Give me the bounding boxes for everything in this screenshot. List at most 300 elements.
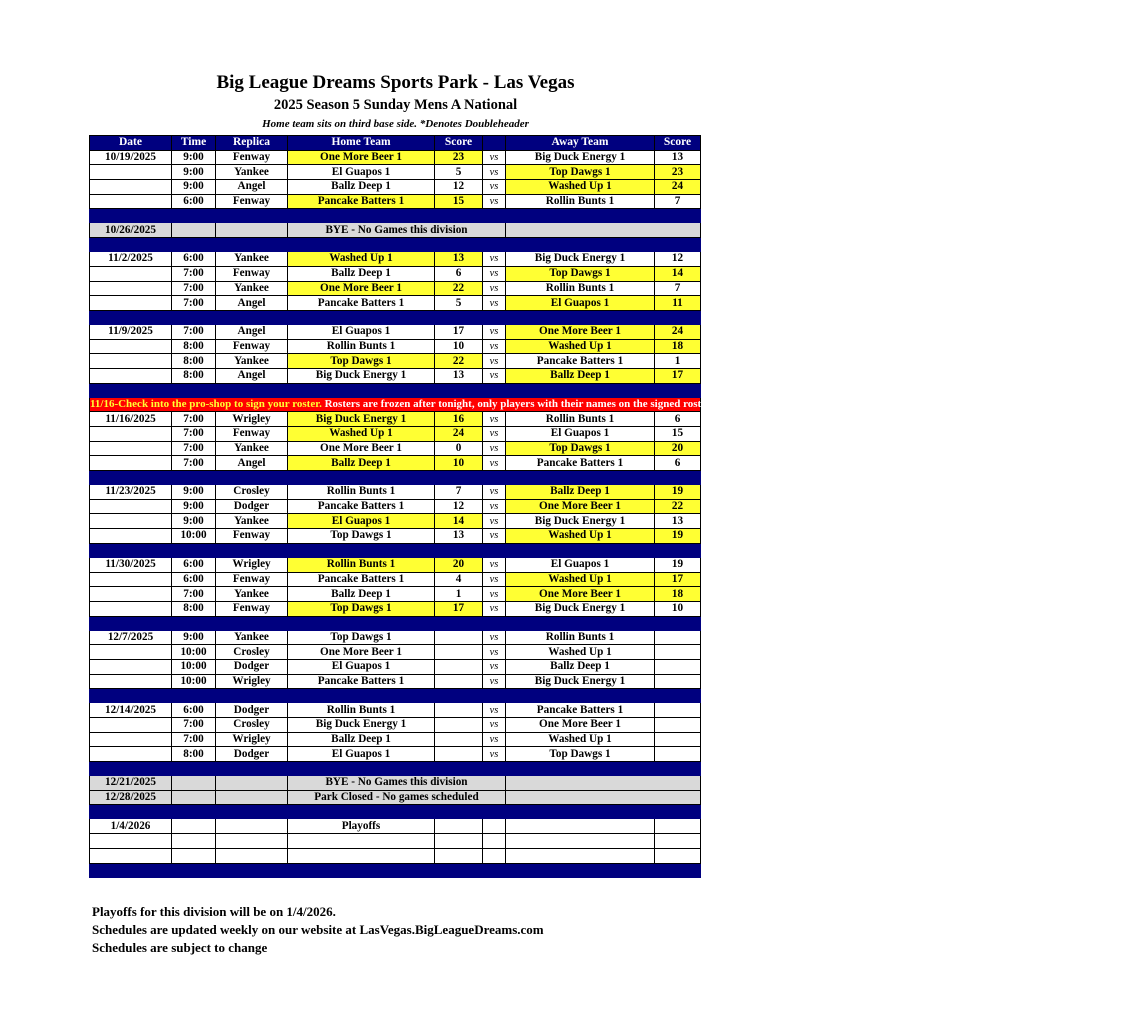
home-score-cell: 15 — [435, 194, 483, 209]
time-cell: 7:00 — [172, 441, 216, 456]
separator-cell — [172, 689, 216, 703]
game-row — [90, 572, 701, 587]
home-score-cell: 13 — [435, 252, 483, 267]
week-separator — [90, 863, 701, 877]
game-row — [90, 659, 701, 674]
separator-cell — [90, 805, 172, 819]
home-score-cell — [435, 718, 483, 733]
separator-cell — [288, 238, 435, 252]
bye-row — [90, 223, 701, 238]
away-score-cell: 12 — [655, 252, 701, 267]
empty-cell — [216, 223, 288, 238]
column-header-away-score: Score — [655, 136, 701, 151]
date-cell — [90, 354, 172, 369]
home-score-cell — [435, 630, 483, 645]
time-cell: 7:00 — [172, 718, 216, 733]
empty-cell — [506, 223, 701, 238]
replica-field-cell: Yankee — [216, 281, 288, 296]
home-team-cell: El Guapos 1 — [288, 514, 435, 529]
away-team-cell: Washed Up 1 — [506, 645, 655, 660]
replica-field-cell: Fenway — [216, 150, 288, 165]
week-separator — [90, 238, 701, 252]
replica-field-cell: Angel — [216, 180, 288, 195]
away-team-cell: Washed Up 1 — [506, 572, 655, 587]
home-score-cell: 20 — [435, 557, 483, 572]
bye-text-cell: BYE - No Games this division — [288, 223, 506, 238]
schedule-note: Home team sits on third base side. *Denotes Doubleheader — [262, 118, 529, 130]
home-team-cell: Pancake Batters 1 — [288, 674, 435, 689]
replica-field-cell: Yankee — [216, 587, 288, 602]
separator-cell — [435, 209, 483, 223]
separator-cell — [483, 543, 506, 557]
home-score-cell: 6 — [435, 266, 483, 281]
separator-cell — [655, 209, 701, 223]
column-header-home-team: Home Team — [288, 136, 435, 151]
date-cell — [90, 834, 172, 849]
separator-cell — [216, 863, 288, 877]
home-team-cell: Ballz Deep 1 — [288, 456, 435, 471]
time-cell: 7:00 — [172, 456, 216, 471]
separator-cell — [216, 310, 288, 324]
replica-field-cell: Dodger — [216, 703, 288, 718]
separator-cell — [483, 209, 506, 223]
separator-cell — [435, 471, 483, 485]
vs-cell: vs — [483, 150, 506, 165]
away-team-cell — [506, 834, 655, 849]
week-separator — [90, 616, 701, 630]
replica-field-cell: Dodger — [216, 747, 288, 762]
time-cell: 10:00 — [172, 674, 216, 689]
separator-cell — [655, 238, 701, 252]
date-cell: 12/28/2025 — [90, 790, 172, 805]
date-cell — [90, 194, 172, 209]
away-team-cell: Top Dawgs 1 — [506, 165, 655, 180]
date-cell: 11/23/2025 — [90, 485, 172, 500]
separator-cell — [483, 471, 506, 485]
date-cell: 10/19/2025 — [90, 150, 172, 165]
game-row — [90, 150, 701, 165]
home-score-cell — [435, 834, 483, 849]
game-row — [90, 630, 701, 645]
away-team-cell: One More Beer 1 — [506, 324, 655, 339]
separator-cell — [288, 543, 435, 557]
bye-row — [90, 776, 701, 791]
separator-cell — [216, 383, 288, 397]
time-cell: 6:00 — [172, 557, 216, 572]
away-score-cell: 11 — [655, 296, 701, 311]
replica-field-cell: Fenway — [216, 427, 288, 442]
away-score-cell — [655, 703, 701, 718]
home-team-cell: El Guapos 1 — [288, 747, 435, 762]
empty-cell — [172, 776, 216, 791]
home-team-cell: El Guapos 1 — [288, 659, 435, 674]
away-team-cell: El Guapos 1 — [506, 557, 655, 572]
date-cell — [90, 659, 172, 674]
vs-cell: vs — [483, 601, 506, 616]
replica-field-cell: Angel — [216, 368, 288, 383]
away-team-cell: Ballz Deep 1 — [506, 485, 655, 500]
game-row — [90, 281, 701, 296]
home-score-cell: 17 — [435, 601, 483, 616]
away-team-cell: Top Dawgs 1 — [506, 266, 655, 281]
away-score-cell — [655, 645, 701, 660]
game-row — [90, 514, 701, 529]
replica-field-cell: Fenway — [216, 529, 288, 544]
time-cell: 7:00 — [172, 281, 216, 296]
replica-field-cell: Fenway — [216, 339, 288, 354]
vs-cell: vs — [483, 485, 506, 500]
time-cell: 6:00 — [172, 252, 216, 267]
game-row — [90, 601, 701, 616]
away-team-cell: Big Duck Energy 1 — [506, 601, 655, 616]
week-separator — [90, 762, 701, 776]
away-score-cell: 22 — [655, 499, 701, 514]
separator-cell — [172, 616, 216, 630]
separator-cell — [506, 689, 655, 703]
replica-field-cell: Wrigley — [216, 674, 288, 689]
replica-field-cell: Yankee — [216, 441, 288, 456]
game-row — [90, 339, 701, 354]
vs-cell: vs — [483, 296, 506, 311]
vs-cell: vs — [483, 529, 506, 544]
roster-notice-row — [90, 397, 701, 412]
replica-field-cell — [216, 834, 288, 849]
time-cell: 8:00 — [172, 601, 216, 616]
game-row — [90, 718, 701, 733]
away-team-cell: Ballz Deep 1 — [506, 368, 655, 383]
schedule-table — [89, 135, 1130, 878]
date-cell — [90, 180, 172, 195]
date-cell: 10/26/2025 — [90, 223, 172, 238]
separator-cell — [90, 383, 172, 397]
game-row — [90, 441, 701, 456]
date-cell — [90, 747, 172, 762]
time-cell: 6:00 — [172, 703, 216, 718]
separator-cell — [216, 689, 288, 703]
empty-cell — [216, 776, 288, 791]
separator-cell — [172, 383, 216, 397]
week-separator — [90, 209, 701, 223]
separator-cell — [288, 689, 435, 703]
separator-cell — [288, 471, 435, 485]
home-team-cell: Washed Up 1 — [288, 252, 435, 267]
vs-cell: vs — [483, 456, 506, 471]
home-score-cell: 4 — [435, 572, 483, 587]
separator-cell — [435, 543, 483, 557]
vs-cell: vs — [483, 703, 506, 718]
away-team-cell: Washed Up 1 — [506, 339, 655, 354]
away-score-cell: 24 — [655, 324, 701, 339]
game-row — [90, 732, 701, 747]
bye-row — [90, 790, 701, 805]
home-team-cell: Top Dawgs 1 — [288, 529, 435, 544]
bye-text-cell: BYE - No Games this division — [288, 776, 506, 791]
vs-cell: vs — [483, 514, 506, 529]
game-row — [90, 252, 701, 267]
home-team-cell: One More Beer 1 — [288, 150, 435, 165]
empty-cell — [172, 790, 216, 805]
time-cell — [172, 848, 216, 863]
home-score-cell: 22 — [435, 354, 483, 369]
time-cell: 7:00 — [172, 266, 216, 281]
replica-field-cell: Wrigley — [216, 412, 288, 427]
separator-cell — [506, 471, 655, 485]
separator-cell — [655, 689, 701, 703]
home-score-cell: 0 — [435, 441, 483, 456]
home-score-cell — [435, 848, 483, 863]
away-score-cell — [655, 630, 701, 645]
vs-cell: vs — [483, 499, 506, 514]
separator-cell — [216, 209, 288, 223]
roster-notice-lead: 11/16-Check into the pro-shop to sign your roster. — [90, 397, 322, 410]
game-row — [90, 834, 701, 849]
home-score-cell: 7 — [435, 485, 483, 500]
away-score-cell: 7 — [655, 281, 701, 296]
game-row — [90, 180, 701, 195]
separator-cell — [435, 616, 483, 630]
separator-cell — [506, 616, 655, 630]
away-score-cell: 24 — [655, 180, 701, 195]
separator-cell — [172, 310, 216, 324]
separator-cell — [288, 863, 435, 877]
home-score-cell: 13 — [435, 368, 483, 383]
home-score-cell: 13 — [435, 529, 483, 544]
away-score-cell: 7 — [655, 194, 701, 209]
away-team-cell — [506, 819, 655, 834]
time-cell — [172, 834, 216, 849]
column-header-vs — [483, 136, 506, 151]
separator-cell — [483, 383, 506, 397]
date-cell — [90, 339, 172, 354]
vs-cell: vs — [483, 557, 506, 572]
date-cell: 11/9/2025 — [90, 324, 172, 339]
separator-cell — [506, 238, 655, 252]
separator-cell — [172, 805, 216, 819]
home-team-cell: Big Duck Energy 1 — [288, 412, 435, 427]
away-team-cell: Rollin Bunts 1 — [506, 412, 655, 427]
home-team-cell: One More Beer 1 — [288, 281, 435, 296]
home-team-cell: Big Duck Energy 1 — [288, 368, 435, 383]
home-score-cell: 10 — [435, 456, 483, 471]
date-cell: 1/4/2026 — [90, 819, 172, 834]
game-row — [90, 296, 701, 311]
replica-field-cell: Crosley — [216, 485, 288, 500]
time-cell: 7:00 — [172, 296, 216, 311]
away-score-cell: 19 — [655, 485, 701, 500]
separator-cell — [483, 805, 506, 819]
away-score-cell — [655, 674, 701, 689]
replica-field-cell — [216, 819, 288, 834]
away-score-cell: 23 — [655, 165, 701, 180]
separator-cell — [483, 689, 506, 703]
date-cell: 11/16/2025 — [90, 412, 172, 427]
away-score-cell: 10 — [655, 601, 701, 616]
home-score-cell — [435, 819, 483, 834]
empty-cell — [172, 223, 216, 238]
away-score-cell: 13 — [655, 150, 701, 165]
separator-cell — [216, 762, 288, 776]
separator-cell — [506, 762, 655, 776]
time-cell: 9:00 — [172, 485, 216, 500]
time-cell: 9:00 — [172, 180, 216, 195]
replica-field-cell: Fenway — [216, 601, 288, 616]
time-cell: 8:00 — [172, 368, 216, 383]
home-score-cell: 5 — [435, 165, 483, 180]
vs-cell: vs — [483, 180, 506, 195]
home-score-cell: 5 — [435, 296, 483, 311]
date-cell — [90, 674, 172, 689]
replica-field-cell: Fenway — [216, 266, 288, 281]
away-score-cell: 14 — [655, 266, 701, 281]
vs-cell: vs — [483, 165, 506, 180]
replica-field-cell: Wrigley — [216, 557, 288, 572]
away-score-cell: 15 — [655, 427, 701, 442]
separator-cell — [90, 209, 172, 223]
separator-cell — [655, 616, 701, 630]
away-score-cell: 1 — [655, 354, 701, 369]
away-team-cell: El Guapos 1 — [506, 427, 655, 442]
date-cell — [90, 499, 172, 514]
home-team-cell: Rollin Bunts 1 — [288, 485, 435, 500]
separator-cell — [90, 238, 172, 252]
home-team-cell — [288, 848, 435, 863]
date-cell — [90, 601, 172, 616]
home-score-cell: 12 — [435, 499, 483, 514]
separator-cell — [655, 543, 701, 557]
replica-field-cell: Crosley — [216, 718, 288, 733]
home-team-cell: Ballz Deep 1 — [288, 732, 435, 747]
separator-cell — [172, 863, 216, 877]
home-team-cell: Top Dawgs 1 — [288, 630, 435, 645]
away-score-cell: 13 — [655, 514, 701, 529]
game-row — [90, 703, 701, 718]
home-score-cell: 14 — [435, 514, 483, 529]
away-team-cell: One More Beer 1 — [506, 718, 655, 733]
separator-cell — [655, 805, 701, 819]
away-team-cell: Pancake Batters 1 — [506, 456, 655, 471]
away-team-cell: Big Duck Energy 1 — [506, 150, 655, 165]
away-team-cell: Rollin Bunts 1 — [506, 281, 655, 296]
separator-cell — [172, 471, 216, 485]
date-cell: 11/2/2025 — [90, 252, 172, 267]
date-cell — [90, 572, 172, 587]
date-cell — [90, 441, 172, 456]
away-team-cell: Rollin Bunts 1 — [506, 630, 655, 645]
separator-cell — [288, 209, 435, 223]
vs-cell: vs — [483, 368, 506, 383]
vs-cell: vs — [483, 354, 506, 369]
separator-cell — [483, 863, 506, 877]
separator-cell — [506, 310, 655, 324]
separator-cell — [655, 310, 701, 324]
time-cell: 8:00 — [172, 339, 216, 354]
separator-cell — [435, 383, 483, 397]
game-row — [90, 499, 701, 514]
home-team-cell: Washed Up 1 — [288, 427, 435, 442]
game-row — [90, 412, 701, 427]
date-cell — [90, 368, 172, 383]
game-row — [90, 194, 701, 209]
column-header-home-score: Score — [435, 136, 483, 151]
game-row — [90, 266, 701, 281]
replica-field-cell: Yankee — [216, 514, 288, 529]
home-team-cell: Ballz Deep 1 — [288, 180, 435, 195]
away-score-cell: 18 — [655, 339, 701, 354]
separator-cell — [172, 543, 216, 557]
away-team-cell: Washed Up 1 — [506, 180, 655, 195]
time-cell: 8:00 — [172, 747, 216, 762]
game-row — [90, 485, 701, 500]
away-score-cell: 19 — [655, 529, 701, 544]
vs-cell — [483, 819, 506, 834]
away-score-cell: 18 — [655, 587, 701, 602]
replica-field-cell: Yankee — [216, 165, 288, 180]
away-score-cell — [655, 659, 701, 674]
vs-cell: vs — [483, 281, 506, 296]
week-separator — [90, 310, 701, 324]
game-row — [90, 324, 701, 339]
replica-field-cell: Dodger — [216, 499, 288, 514]
separator-cell — [506, 805, 655, 819]
game-row — [90, 456, 701, 471]
date-cell — [90, 165, 172, 180]
page-subtitle: 2025 Season 5 Sunday Mens A National — [273, 97, 518, 113]
home-team-cell: Rollin Bunts 1 — [288, 703, 435, 718]
vs-cell: vs — [483, 718, 506, 733]
away-team-cell: El Guapos 1 — [506, 296, 655, 311]
away-score-cell: 17 — [655, 368, 701, 383]
replica-field-cell: Angel — [216, 324, 288, 339]
column-header-replica: Replica — [216, 136, 288, 151]
replica-field-cell: Fenway — [216, 572, 288, 587]
date-cell — [90, 587, 172, 602]
vs-cell: vs — [483, 266, 506, 281]
home-score-cell: 12 — [435, 180, 483, 195]
vs-cell: vs — [483, 252, 506, 267]
vs-cell: vs — [483, 339, 506, 354]
separator-cell — [655, 863, 701, 877]
away-team-cell: One More Beer 1 — [506, 587, 655, 602]
footer-disclaimer: Schedules are subject to change — [92, 940, 268, 955]
away-score-cell: 17 — [655, 572, 701, 587]
bye-text-cell: Park Closed - No games scheduled — [288, 790, 506, 805]
home-score-cell — [435, 645, 483, 660]
away-score-cell — [655, 819, 701, 834]
separator-cell — [90, 863, 172, 877]
separator-cell — [216, 616, 288, 630]
home-score-cell — [435, 747, 483, 762]
schedule-body — [90, 150, 1130, 877]
week-separator — [90, 543, 701, 557]
away-team-cell — [506, 848, 655, 863]
home-score-cell — [435, 659, 483, 674]
date-cell — [90, 732, 172, 747]
separator-cell — [435, 805, 483, 819]
time-cell: 9:00 — [172, 499, 216, 514]
footer-playoffs-note: Playoffs for this division will be on 1/4/2026. — [92, 904, 336, 919]
separator-cell — [90, 762, 172, 776]
home-team-cell: Rollin Bunts 1 — [288, 557, 435, 572]
time-cell: 9:00 — [172, 630, 216, 645]
away-team-cell: Washed Up 1 — [506, 529, 655, 544]
separator-cell — [288, 310, 435, 324]
separator-cell — [483, 238, 506, 252]
column-header-away-team: Away Team — [506, 136, 655, 151]
home-team-cell: Top Dawgs 1 — [288, 601, 435, 616]
away-team-cell: Ballz Deep 1 — [506, 659, 655, 674]
column-header-time: Time — [172, 136, 216, 151]
game-row — [90, 557, 701, 572]
